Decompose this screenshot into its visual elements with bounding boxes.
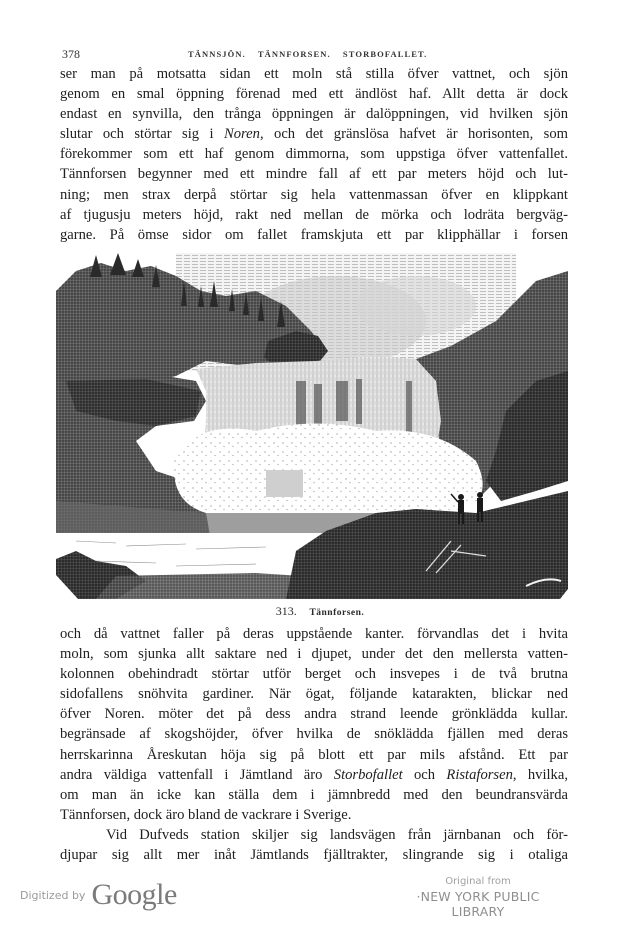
figure-caption [0,604,640,619]
text-line: garne. På ömse sidor om fallet framskjuta ett par klipphällar i forsen [60,226,568,243]
text-line: Tännforsen, dock äro bland de vackrare i Sverige. [60,806,352,823]
italic-place-name: Noren [224,126,260,143]
text-line [60,124,568,144]
figure-number: 313. [275,604,297,618]
text-span: andra väldiga vattenfall i Jämtland äro [60,766,334,783]
italic-place-name: Storbofallet [333,766,403,783]
running-head [62,47,567,63]
text-line: begränsade af skogshöjder, öfver hvilka de snöklädda fjällen med deras [60,726,568,743]
italic-place-name: Ristaforsen [446,766,513,783]
running-head-title: TÄNNSJÖN. TÄNNFORSEN. STORBOFALLET. [188,49,428,59]
text-line: ning; men strax derpå störtar sig hela vattenmassan öfver en klippkant [60,186,568,203]
digitized-by-label: Digitized by [20,889,86,902]
text-line: sidofallens snöhvita gardiner. När ögat, följande katarakten, blickar ned [60,686,568,703]
page-number: 378 [62,47,80,61]
text-line: och då vattnet faller på deras uppstående kanter. förvandlas det i hvita [60,626,568,642]
library-name: ·NEW YORK PUBLIC LIBRARY [416,889,540,919]
body-text-top [60,64,568,245]
text-span: , hvilka, [512,766,568,783]
text-line: förekommer som ett haf genom dimmorna, som uppstiga öfver vattenfallet. [60,146,568,163]
google-logo: Google [91,878,177,911]
text-line: djupar sig allt mer inåt Jämtlands fjälltrakter, slingrande sig i otaliga [60,847,568,864]
text-line: kolonnen obehindradt störtar utför berget och insvepes i de två brutna [60,666,568,683]
original-from-label: Original from [445,876,511,887]
text-line: herrskarinna Åreskutan höja sig på blott ett par mils afstånd. Ett par [60,746,568,763]
text-span: , och det gränslösa hafvet är horisonten, som [259,126,568,143]
text-line: genom en smal öppning förenad med ett ändlöst haf. Allt detta är dock [60,86,568,103]
text-line: moln, som sjunka allt saktare ned i djupet, under det den mellersta vatten- [60,646,568,663]
text-span: och [402,766,447,783]
waterfall-illustration [56,251,568,599]
figure-caption-text: Tännforsen. [309,608,365,618]
scan-artifact [266,470,303,497]
text-line: endast en synvilla, den trånga öppningen är dalöppningen, vid hvilken sjön [60,106,568,123]
digitized-by-google-watermark [20,872,177,912]
library-attribution [388,876,568,919]
body-text-bottom [60,624,568,865]
text-line: ser man på motsatta sidan ett moln stå stilla öfver vattnet, och sjön [60,66,568,82]
text-line: öfver Noren. möter det på dess andra strand leende grönklädda kullar. [60,706,568,723]
text-line: Vid Dufveds station skiljer sig landsvägen från järnbanan och för- [106,826,568,843]
text-line [60,765,568,785]
text-span: slutar och störtar sig i [60,126,224,143]
text-line: om man än icke kan ställa dem i jämnbredd med den beundransvärda [60,786,568,803]
text-line: Tännforsen begynner med ett mindre fall af ett par meters höjd och lut- [60,166,568,183]
text-line: af tjugusju meters höjd, rakt ned mellan de mörka och lodräta bergväg- [60,206,568,223]
